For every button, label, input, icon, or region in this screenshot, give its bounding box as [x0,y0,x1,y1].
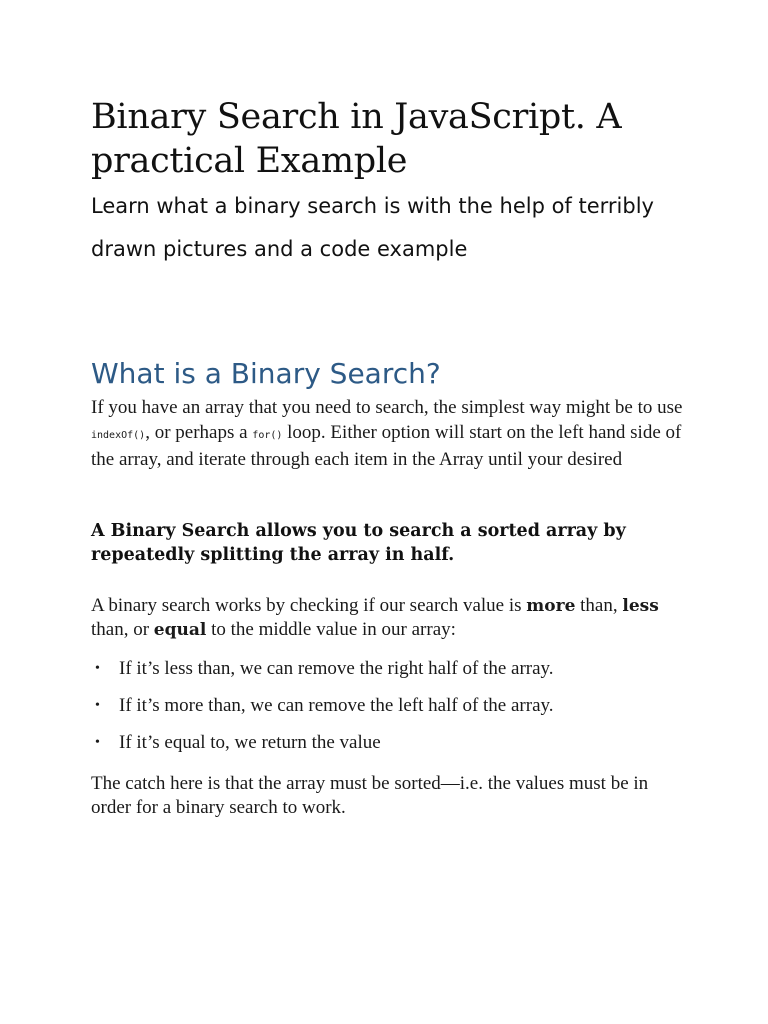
section-heading: What is a Binary Search? [91,357,441,390]
list-item-text: If it’s less than, we can remove the right half of the array. [119,657,554,679]
bullet-icon: • [95,697,100,713]
list-item [91,731,691,755]
bullet-icon: • [95,660,100,676]
for-loop-code: for() [252,429,283,441]
list-item-text: If it’s equal to, we return the value [119,731,381,753]
equal-bold: equal [153,620,207,640]
comparison-text-b: than, [575,594,623,616]
indexof-code: indexOf() [91,429,146,441]
comparison-paragraph [91,594,691,643]
bullet-icon: • [95,734,100,750]
intro-paragraph [91,396,691,473]
less-bold: less [622,595,659,616]
comparison-text-a: A binary search works by checking if our search value is [91,594,527,616]
binary-search-definition: A Binary Search allows you to search a sorted array by repeatedly splitting the array in half. [91,520,626,565]
list-item [91,694,691,718]
intro-text-b: , or perhaps a [145,421,253,443]
more-bold: more [526,595,576,616]
comparison-text-d: to the middle value in our array: [206,619,456,640]
article-subtitle: Learn what a binary search is with the help of terribly drawn pictures and a code example [91,194,654,261]
list-item-text: If it’s more than, we can remove the left half of the array. [119,694,554,716]
comparison-text-c: than, or [91,619,154,640]
intro-text-a: If you have an array that you need to search, the simplest way might be to use [91,397,683,418]
intro-text-c: loop. Either option will start on the left hand side of the array, and iterate through each item in the Array until your desired [91,421,682,470]
list-item [91,657,691,681]
bullet-list [91,657,691,755]
catch-paragraph: The catch here is that the array must be sorted—i.e. the values must be in order for a binary search to work. [91,772,649,818]
article-title: Binary Search in JavaScript. A practical Example [91,97,622,181]
article-body [91,95,691,821]
